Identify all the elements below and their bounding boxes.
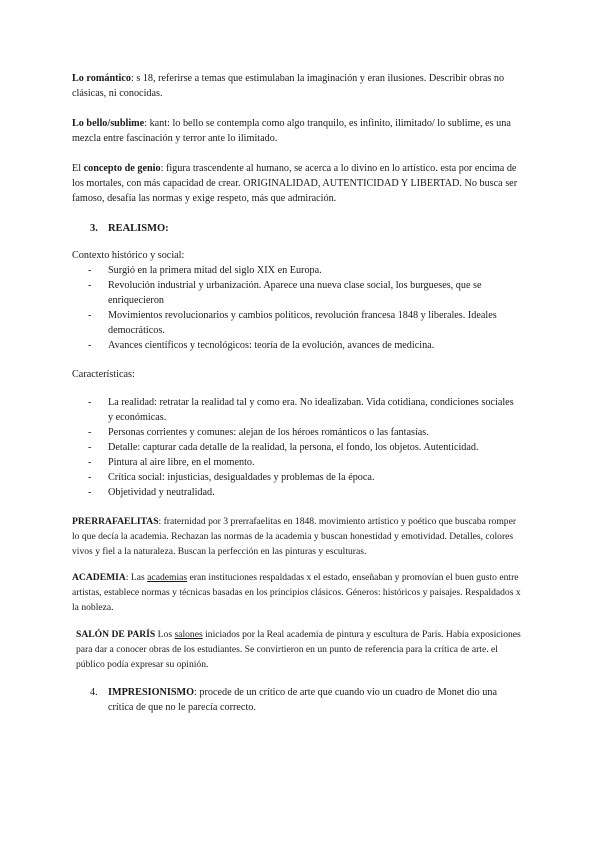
text-salon-a: Los	[155, 629, 175, 640]
text-prerrafaelitas: : fraternidad por 3 prerrafaelitas en 1848. movimiento artístico y poético que buscaba romper lo que decía la academia. Rechazan las normas de la academia y buscan honestidad y emotividad. Detalles, colores vivos y fiel a la naturaleza. Buscan la perfección en las pinturas y esculturas.	[72, 516, 517, 557]
list-item: - Surgió en la primera mitad del siglo XIX en Europa.	[88, 263, 520, 278]
term-romantico: Lo romántico	[72, 73, 131, 84]
heading-realismo	[90, 221, 169, 236]
prefix-genio: El	[72, 163, 84, 174]
text-academia-a: : Las	[125, 572, 148, 583]
label-contexto: Contexto histórico y social:	[72, 250, 185, 261]
text-academia-b: eran instituciones respaldadas x el estado, enseñaban y promovían el buen gusto entre artistas, establece normas y técnicas basadas en los principios clásicos. Géneros: históricos y paisajes. Respaldados x la nobleza.	[72, 572, 521, 613]
impresionismo-body	[108, 685, 520, 715]
list-contexto	[88, 263, 520, 353]
list-item: - Crítica social: injusticias, desigualdades y problemas de la época.	[88, 470, 520, 485]
list-item: - Objetividad y neutralidad.	[88, 485, 520, 500]
link-salones: salones	[174, 629, 203, 640]
text-impresionismo: : procede de un crítico de arte que cuando vio un cuadro de Monet dio una crítica de que no le parecía correcto.	[108, 687, 498, 713]
paragraph-academia	[72, 570, 524, 615]
paragraph-bello-sublime	[72, 116, 524, 146]
text-bello-sublime: : kant: lo bello se contempla como algo tranquilo, es infinito, ilimitado/ lo sublime, es una mezcla entre fascinación y terror ante lo ilimitado.	[72, 118, 511, 144]
heading-impresionismo-number: 4.	[90, 687, 98, 698]
term-prerrafaelitas: PRERRAFAELITAS	[72, 516, 159, 527]
text-salon-b: iniciados por la Real academia de pintura y escultura de París. Había exposiciones para dar a conocer obras de los estudiantes. Se convirtieron en un punto de referencia para la crítica de arte. el público podía expresar su opinión.	[76, 629, 521, 670]
paragraph-salon	[76, 627, 528, 672]
heading-realismo-number: 3.	[90, 223, 98, 234]
paragraph-genio	[72, 161, 524, 206]
list-item: - Detalle: capturar cada detalle de la realidad, la persona, el fondo, los objetos. Autenticidad.	[88, 440, 520, 455]
term-genio: concepto de genio	[83, 163, 161, 174]
link-academias: academias	[147, 572, 188, 583]
list-caracteristicas	[88, 395, 520, 500]
term-academia: ACADEMIA	[72, 572, 126, 583]
text-genio: : figura trascendente al humano, se acerca a lo divino en lo artístico. esta por encima de los mortales, con más capacidad de crear. ORIGINALIDAD, AUTENTICIDAD Y LIBERTAD. No busca ser famoso, desafía las normas y exige respeto, más que admiración.	[72, 163, 518, 204]
paragraph-romantico	[72, 71, 524, 101]
list-item: - La realidad: retratar la realidad tal y como era. No idealizaban. Vida cotidiana, condiciones sociales y económicas.	[88, 395, 520, 425]
list-item: - Avances científicos y tecnológicos: teoría de la evolución, avances de medicina.	[88, 338, 520, 353]
paragraph-impresionismo	[90, 685, 520, 715]
list-item: - Movimientos revolucionarios y cambios políticos, revolución francesa 1848 y liberales. Ideales democráticos.	[88, 308, 520, 338]
label-caracteristicas: Características:	[72, 369, 135, 380]
list-item: - Revolución industrial y urbanización. Aparece una nueva clase social, los burgueses, que se enriquecieron	[88, 278, 520, 308]
list-item: - Personas corrientes y comunes: alejan de los héroes románticos o las fantasías.	[88, 425, 520, 440]
heading-realismo-title: REALISMO:	[108, 223, 169, 234]
term-salon: SALÓN DE PARÍS	[76, 629, 156, 640]
paragraph-prerrafaelitas	[72, 514, 524, 559]
list-item: - Pintura al aire libre, en el momento.	[88, 455, 520, 470]
text-romantico: : s 18, referirse a temas que estimulaban la imaginación y eran ilusiones. Describir obras no clásicas, ni conocidas.	[72, 73, 505, 99]
term-impresionismo: IMPRESIONISMO	[108, 687, 195, 698]
term-bello-sublime: Lo bello/sublime	[72, 118, 145, 129]
